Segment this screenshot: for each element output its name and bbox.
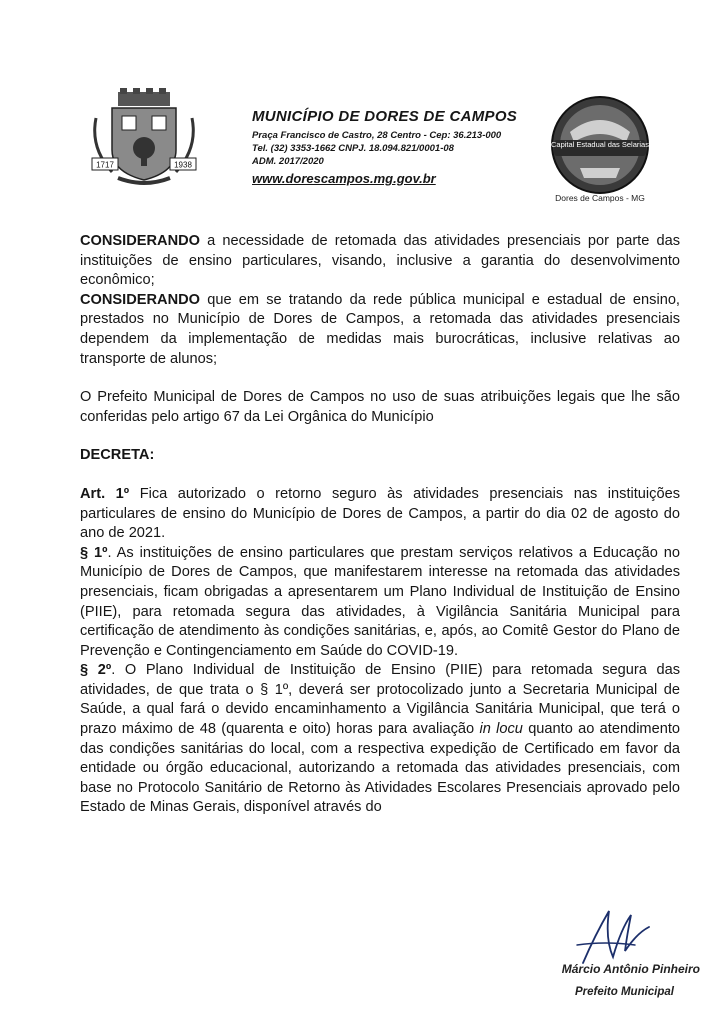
paragraph-text: que em se tratando da rede pública municipal e estadual de ensino, prestados no Município de Dores de Campos, a retomada das atividades presenciais dependem da implementação de medidas mais burocráticas, inclusive relativas ao transporte de alunos; [80,291,680,367]
municipality-title: MUNICÍPIO DE DORES DE CAMPOS [252,108,518,125]
crest-year-right: 1938 [174,160,192,170]
section-text: . O Plano Individual de Instituição de Ensino (PIIE) para retomada segura das atividades, de que trata o § 1º, deverá ser protocolizado junto a Secretaria Municipal de Saúde, a qual fará o devido encaminhamento a Vigilância Sanitária Municipal, que terá o prazo máximo de 48 (quarenta e oito) horas para avaliação [80,662,681,738]
seal-text: Capital Estadual das Selarias [551,140,649,149]
seal-caption: Dores de Campos - MG [555,193,645,203]
latin-term: in locu [479,721,523,738]
section-label: § 1º [80,544,108,561]
capital-selarias-seal-icon [540,90,660,200]
considerando-paragraph-1 [80,232,680,291]
signatory-role: Prefeito Municipal [574,986,674,998]
paragraph-section-2 [80,661,680,818]
contact-line: Tel. (32) 3353-1662 CNPJ. 18.094.821/0001-08 [252,143,454,154]
considerando-label: CONSIDERANDO [80,233,200,249]
administration-line: ADM. 2017/2020 [252,156,324,167]
section-text: quanto ao atendimento das condições sanitárias do local, com a respectiva expedição de Certificado em favor da entidade ou órgão educacional, autorizando a retomada das atividades presenciais, com base no Protocolo Sanitário de Retorno às Atividades Escolares Presenciais aprovado pelo Estado de Minas Gerais, disponível através do [80,721,680,816]
signatory-name: Márcio Antônio Pinheiro [561,962,700,976]
article-label: Art. 1º [80,485,130,502]
section-label: § 2º [80,662,112,679]
article-1 [80,485,680,544]
paragraph-section-1 [80,544,680,662]
crest-year-left: 1717 [96,160,114,170]
website-link[interactable]: www.dorescampos.mg.gov.br [252,171,436,186]
article-text: Fica autorizado o retorno seguro às atividades presenciais nas instituições particulares de ensino do Município de Dores de Campos, a partir do dia 02 de agosto do ano de 2021. [80,485,680,542]
municipal-crest-icon [88,88,200,188]
considerando-label: CONSIDERANDO [80,291,200,308]
decreta-heading: DECRETA: [80,447,155,464]
considerando-paragraph-2 [80,291,680,369]
decree-body [80,232,680,818]
address-line: Praça Francisco de Castro, 28 Centro - Cep: 36.213-000 [252,130,502,141]
mayor-paragraph: O Prefeito Municipal de Dores de Campos no uso de suas atribuições legais que lhe são conferidas pelo artigo 67 da Lei Orgânica do Município [80,389,680,425]
section-text: . As instituições de ensino particulares que prestam serviços relativos a Educação no Município de Dores de Campos, que manifestarem interesse na retomada das atividades presenciais, ficam obrigadas a apresentarem um Plano Individual de Instituição de Ensino (PIIE), para retomada segura das atividades, à Vigilância Sanitária Municipal para certificação de atendimento às condições sanitárias, e, após, ao Comitê Gestor do Plano de Prevenção e Contingenciamento em Saúde do COVID-19. [80,544,680,659]
letterhead [252,108,542,186]
paragraph-text: a necessidade de retomada das atividades presenciais por parte das instituições de ensino particulares, visando, inclusive a garantia do desenvolvimento econômico; [80,233,680,289]
